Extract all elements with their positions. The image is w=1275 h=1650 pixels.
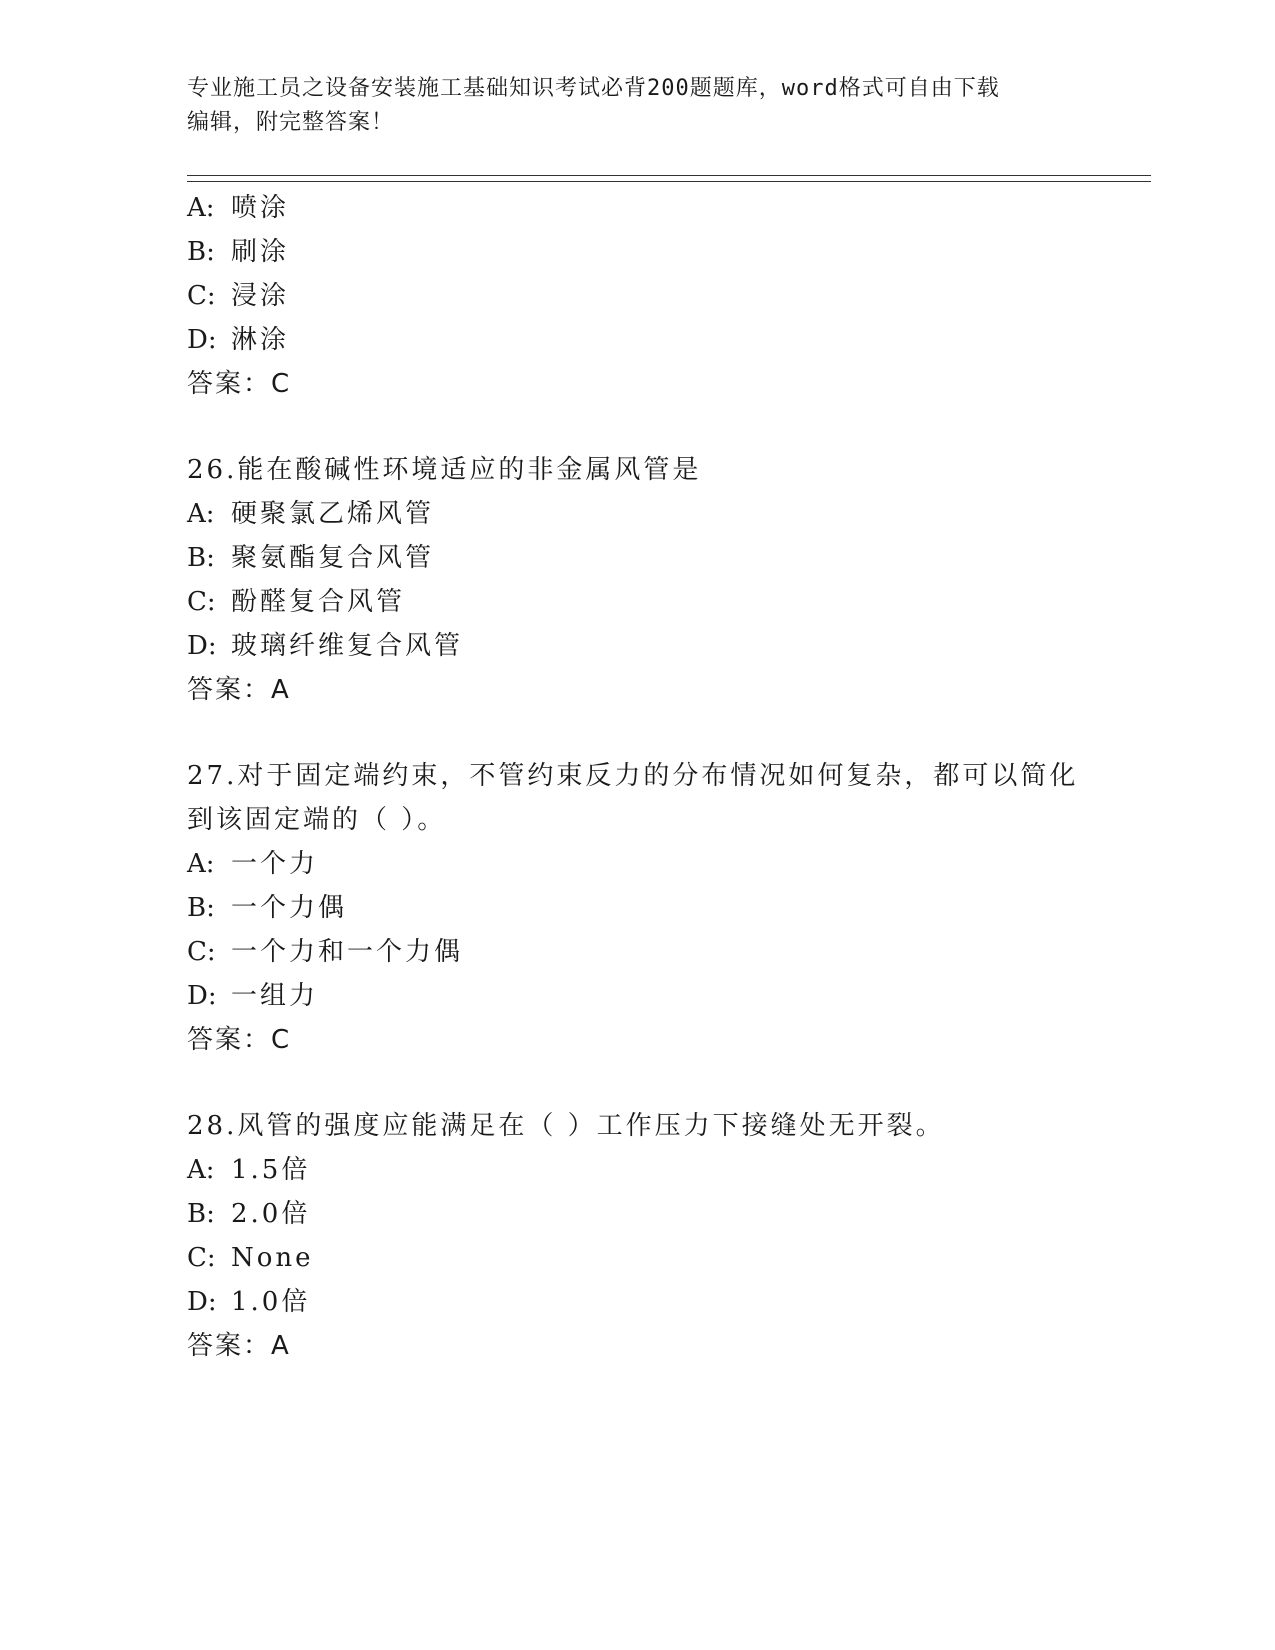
- option-c: C: 一个力和一个力偶: [187, 937, 464, 967]
- answer: 答案：C: [187, 369, 292, 399]
- option-a: A: 喷涂: [187, 193, 290, 223]
- header-divider-top: [187, 175, 1151, 176]
- option-a: A: 一个力: [187, 849, 319, 879]
- answer: 答案：A: [187, 675, 291, 705]
- option-b: B: 一个力偶: [187, 893, 348, 923]
- option-c: C: 浸涂: [187, 281, 290, 311]
- header-line-2: 编辑，附完整答案！: [187, 110, 395, 135]
- option-a: A: 硬聚氯乙烯风管: [187, 499, 435, 529]
- option-d: D: 玻璃纤维复合风管: [187, 631, 464, 661]
- option-d: D: 1.0倍: [187, 1287, 311, 1317]
- document-header: [187, 72, 1067, 140]
- option-d: D: 淋涂: [187, 325, 290, 355]
- option-c: C: None: [187, 1243, 314, 1273]
- option-b: B: 刷涂: [187, 237, 290, 267]
- answer: 答案：A: [187, 1331, 291, 1361]
- question-27-line-1: 27.对于固定端约束，不管约束反力的分布情况如何复杂，都可以简化: [187, 761, 1079, 791]
- option-d: D: 一组力: [187, 981, 319, 1011]
- question-26: 26.能在酸碱性环境适应的非金属风管是: [187, 455, 702, 485]
- question-27-line-2: 到该固定端的（ ）。: [187, 805, 447, 835]
- option-b: B: 聚氨酯复合风管: [187, 543, 435, 573]
- answer: 答案：C: [187, 1025, 292, 1055]
- question-28: 28.风管的强度应能满足在（ ）工作压力下接缝处无开裂。: [187, 1111, 945, 1141]
- option-c: C: 酚醛复合风管: [187, 587, 406, 617]
- option-a: A: 1.5倍: [187, 1155, 311, 1185]
- option-b: B: 2.0倍: [187, 1199, 311, 1229]
- header-line-1: 专业施工员之设备安装施工基础知识考试必背200题题库，word格式可自由下载: [187, 76, 1000, 101]
- header-divider-bottom: [187, 181, 1151, 182]
